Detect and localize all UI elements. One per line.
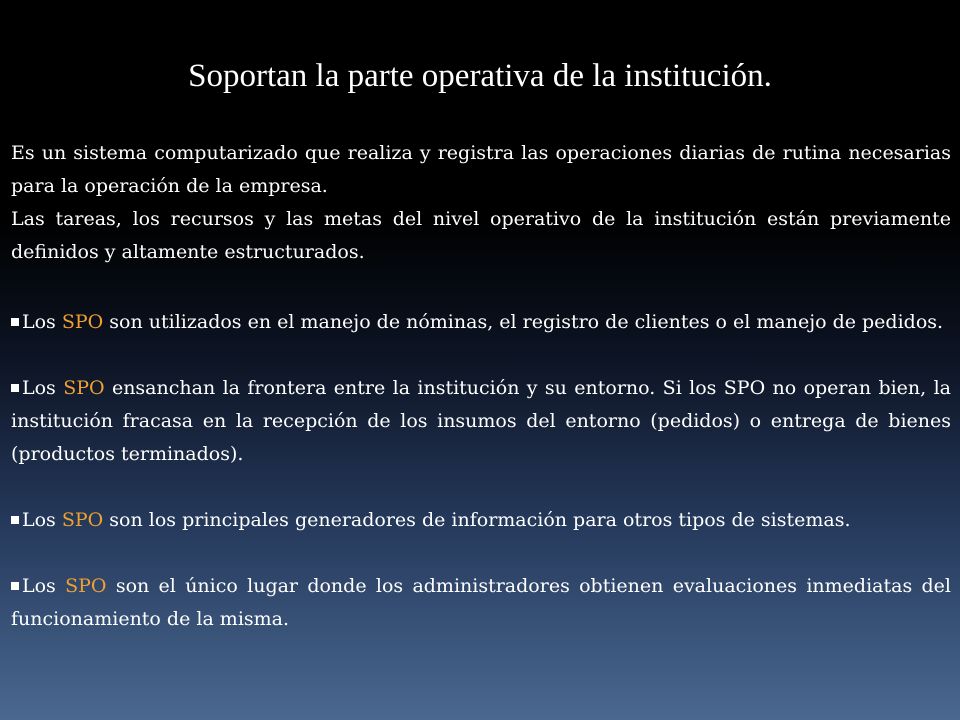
bullet-text: ensanchan la frontera entre la institución y su entorno. Si los SPO no operan bien, la institución fracasa en la recepción de los insumos del entorno (pedidos) o entrega de bienes (productos terminados). (11, 377, 951, 465)
intro-paragraph-2: Las tareas, los recursos y las metas del nivel operativo de la institución están previamente definidos y altamente estructurados. (11, 208, 951, 263)
intro-text (11, 137, 951, 269)
square-bullet-icon (11, 516, 19, 524)
bullet-term-spo: SPO (61, 509, 104, 531)
bullet-term-spo: SPO (63, 377, 105, 399)
bullet-term-spo: SPO (61, 311, 104, 333)
bullet-item-1 (11, 306, 951, 339)
bullet-lead: Los (22, 377, 56, 399)
square-bullet-icon (11, 318, 19, 326)
bullet-term-spo: SPO (65, 575, 107, 597)
bullet-item-2 (11, 372, 951, 471)
bullet-lead: Los (22, 311, 56, 333)
bullet-text: son utilizados en el manejo de nóminas, el registro de clientes o el manejo de pedidos. (109, 311, 944, 333)
bullet-item-3 (11, 504, 951, 537)
square-bullet-icon (11, 384, 19, 392)
slide-title: Soportan la parte operativa de la institución. (188, 58, 772, 94)
bullet-text: son los principales generadores de información para otros tipos de sistemas. (109, 509, 851, 531)
bullet-text: son el único lugar donde los administradores obtienen evaluaciones inmediatas del funcionamiento de la misma. (11, 575, 951, 630)
bullet-lead: Los (22, 509, 56, 531)
intro-paragraph-1: Es un sistema computarizado que realiza y registra las operaciones diarias de rutina necesarias para la operación de la empresa. (11, 142, 951, 197)
bullet-list (11, 306, 951, 636)
square-bullet-icon (11, 582, 19, 590)
bullet-item-4 (11, 570, 951, 636)
bullet-lead: Los (22, 575, 56, 597)
